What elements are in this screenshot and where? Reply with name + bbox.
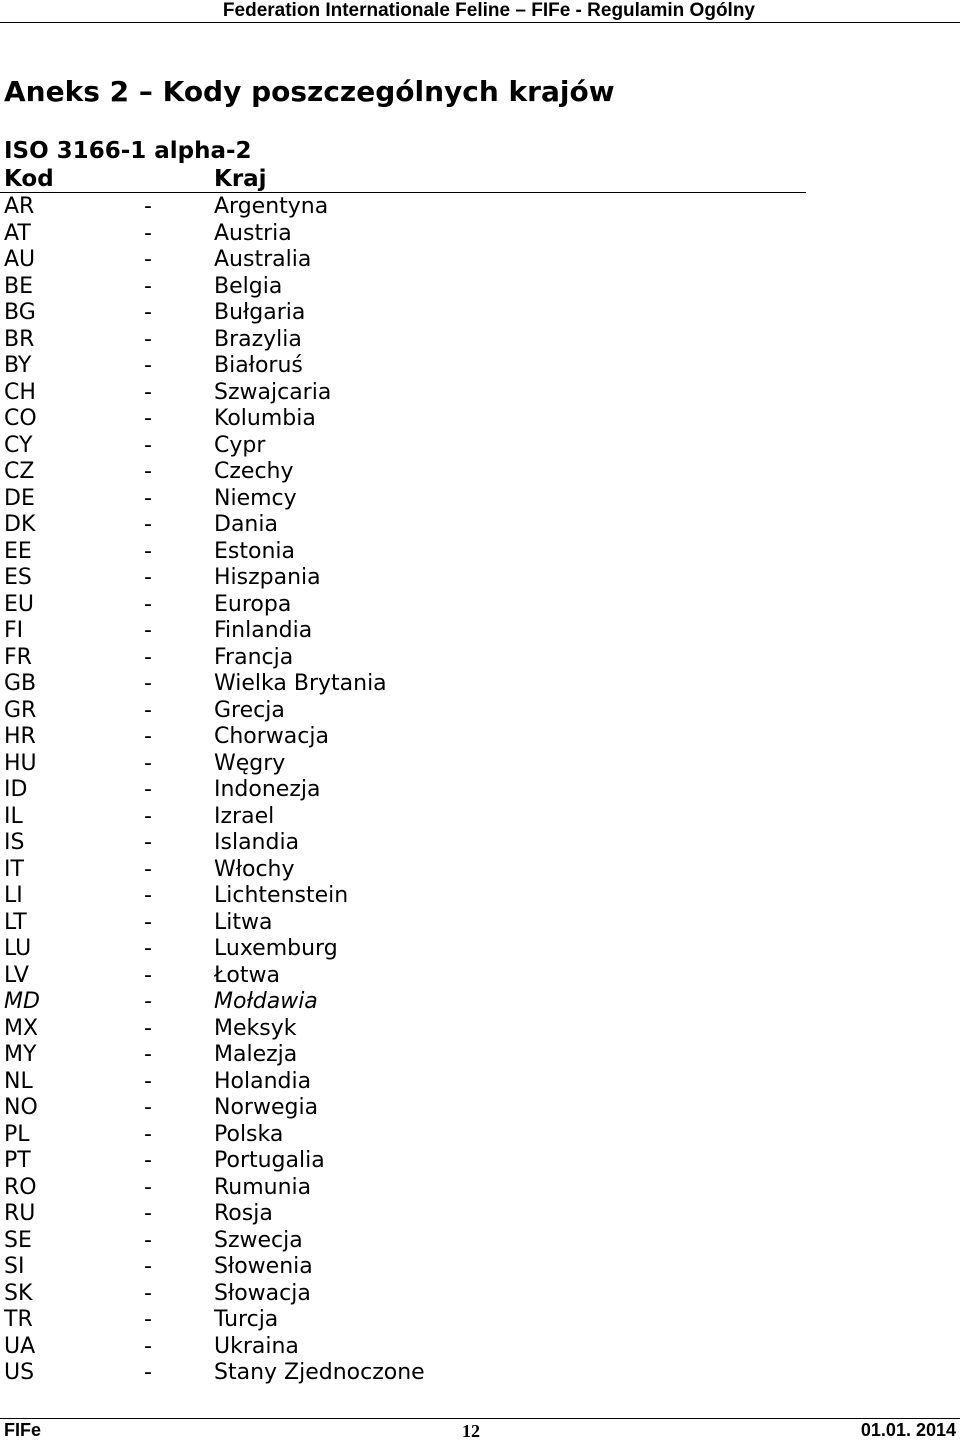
country-name: Niemcy	[214, 485, 297, 511]
separator-dash: -	[144, 1254, 152, 1279]
table-row	[0, 406, 960, 433]
table-row	[0, 274, 960, 301]
table-row	[0, 1016, 960, 1043]
country-name: Europa	[214, 591, 292, 617]
country-name: Szwecja	[214, 1227, 303, 1253]
country-code: GR	[4, 697, 37, 723]
table-row	[0, 1360, 960, 1387]
separator-dash: -	[144, 512, 152, 537]
country-name: Portugalia	[214, 1148, 325, 1173]
separator-dash: -	[144, 697, 152, 723]
country-name: Malezja	[214, 1042, 298, 1067]
separator-dash: -	[144, 1121, 152, 1147]
country-code: FR	[4, 644, 32, 670]
separator-dash: -	[144, 936, 152, 961]
table-row	[0, 353, 960, 380]
country-name: Norwegia	[214, 1095, 319, 1120]
standard-label: ISO 3166-1 alpha-2	[4, 138, 252, 164]
separator-dash: -	[144, 1307, 152, 1332]
separator-dash: -	[144, 777, 152, 802]
header-title: Federation Internationale Feline – FIFe - Regulamin Ogólny	[222, 0, 755, 21]
separator-dash: -	[144, 247, 152, 272]
table-row	[0, 830, 960, 857]
country-name: Chorwacja	[214, 724, 329, 749]
table-row	[0, 1095, 960, 1122]
country-name: Australia	[214, 247, 312, 272]
table-row	[0, 936, 960, 963]
country-code: PT	[4, 1148, 31, 1173]
country-code: NO	[4, 1095, 38, 1120]
separator-dash: -	[144, 194, 152, 219]
country-name: Belgia	[214, 273, 283, 299]
separator-dash: -	[144, 724, 152, 749]
country-name: Białoruś	[214, 353, 303, 378]
footer-organization: FIFe	[4, 1420, 42, 1440]
country-code: DK	[4, 512, 36, 537]
page-header	[0, 0, 960, 24]
table-row	[0, 221, 960, 248]
country-name: Litwa	[214, 909, 273, 935]
country-name: Indonezja	[214, 777, 321, 802]
country-name: Polska	[214, 1121, 284, 1147]
country-name: Węgry	[214, 750, 286, 776]
country-code: CZ	[4, 459, 35, 484]
country-name: Hiszpania	[214, 565, 321, 590]
country-column-header: Kraj	[214, 166, 267, 192]
country-name: Izrael	[214, 803, 275, 829]
table-row	[0, 857, 960, 884]
table-row	[0, 671, 960, 698]
table-row	[0, 1069, 960, 1096]
table-row	[0, 194, 960, 221]
country-name: Bułgaria	[214, 300, 306, 325]
country-code: EU	[4, 591, 35, 617]
separator-dash: -	[144, 909, 152, 935]
country-name: Szwajcaria	[214, 379, 332, 405]
country-code: SK	[4, 1280, 33, 1306]
table-row	[0, 592, 960, 619]
table-row	[0, 618, 960, 645]
separator-dash: -	[144, 962, 152, 988]
table-row	[0, 512, 960, 539]
separator-dash: -	[144, 485, 152, 511]
separator-dash: -	[144, 856, 152, 882]
separator-dash: -	[144, 459, 152, 484]
country-code: SE	[4, 1227, 32, 1253]
table-row	[0, 486, 960, 513]
country-name: Meksyk	[214, 1015, 297, 1041]
country-code: GB	[4, 671, 37, 696]
separator-dash: -	[144, 220, 152, 246]
table-row	[0, 910, 960, 937]
separator-dash: -	[144, 803, 152, 829]
country-name: Stany Zjednoczone	[214, 1360, 425, 1385]
table-row	[0, 327, 960, 354]
country-code: RO	[4, 1174, 37, 1200]
annex-title: Aneks 2 – Kody poszczególnych krajów	[4, 75, 615, 108]
country-name: Dania	[214, 512, 278, 537]
country-code: LV	[4, 962, 29, 988]
separator-dash: -	[144, 273, 152, 299]
table-row	[0, 963, 960, 990]
separator-dash: -	[144, 300, 152, 325]
table-row	[0, 1122, 960, 1149]
country-code: BG	[4, 300, 36, 325]
country-code: MY	[4, 1042, 37, 1067]
country-code: HR	[4, 724, 36, 749]
page-number: 12	[462, 1421, 480, 1441]
country-name: Słowacja	[214, 1280, 311, 1306]
country-code: EE	[4, 538, 32, 564]
separator-dash: -	[144, 406, 152, 431]
footer-date: 01.01. 2014	[860, 1420, 956, 1440]
table-row	[0, 1307, 960, 1334]
table-row	[0, 565, 960, 592]
country-code: CO	[4, 406, 37, 431]
separator-dash: -	[144, 883, 152, 908]
table-row	[0, 1228, 960, 1255]
table-row	[0, 989, 960, 1016]
country-code: AU	[4, 247, 36, 272]
table-row	[0, 1175, 960, 1202]
separator-dash: -	[144, 1360, 152, 1385]
table-header	[0, 166, 806, 193]
country-name: Kolumbia	[214, 406, 316, 431]
country-code: LT	[4, 909, 27, 935]
country-name: Holandia	[214, 1068, 312, 1094]
country-code: DE	[4, 485, 35, 511]
country-code: IT	[4, 856, 24, 882]
country-name: Luxemburg	[214, 936, 338, 961]
separator-dash: -	[144, 671, 152, 696]
table-row	[0, 1042, 960, 1069]
country-code: PL	[4, 1121, 30, 1147]
table-row	[0, 1281, 960, 1308]
country-code: AT	[4, 220, 31, 246]
separator-dash: -	[144, 618, 152, 643]
country-name: Słowenia	[214, 1254, 313, 1279]
country-code: UA	[4, 1333, 36, 1359]
country-name: Rosja	[214, 1201, 273, 1226]
country-name: Grecja	[214, 697, 285, 723]
country-code: FI	[4, 618, 24, 643]
table-row	[0, 645, 960, 672]
country-code: LU	[4, 936, 32, 961]
separator-dash: -	[144, 1333, 152, 1359]
table-row	[0, 459, 960, 486]
country-code: BR	[4, 326, 35, 352]
country-code: TR	[4, 1307, 33, 1332]
country-name: Estonia	[214, 538, 295, 564]
country-code: ES	[4, 565, 32, 590]
country-name: Rumunia	[214, 1174, 312, 1200]
table-row	[0, 247, 960, 274]
country-name: Łotwa	[214, 962, 280, 988]
separator-dash: -	[144, 989, 152, 1014]
country-code: SI	[4, 1254, 25, 1279]
table-row	[0, 804, 960, 831]
country-name: Ukraina	[214, 1333, 299, 1359]
table-row	[0, 777, 960, 804]
separator-dash: -	[144, 326, 152, 352]
table-row	[0, 883, 960, 910]
country-name: Włochy	[214, 856, 295, 882]
table-row	[0, 433, 960, 460]
separator-dash: -	[144, 1042, 152, 1067]
country-name: Austria	[214, 220, 292, 246]
separator-dash: -	[144, 1068, 152, 1094]
table-row	[0, 539, 960, 566]
country-code: BE	[4, 273, 33, 299]
header-rule	[0, 22, 960, 23]
table-row	[0, 698, 960, 725]
country-code-list	[0, 194, 960, 1387]
table-row	[0, 724, 960, 751]
code-column-header: Kod	[4, 166, 54, 192]
country-name: Argentyna	[214, 194, 329, 219]
country-code: NL	[4, 1068, 33, 1094]
country-name: Wielka Brytania	[214, 671, 387, 696]
country-name: Islandia	[214, 830, 300, 855]
country-name: Cypr	[214, 432, 266, 458]
country-code: BY	[4, 353, 32, 378]
separator-dash: -	[144, 644, 152, 670]
country-name: Turcja	[214, 1307, 279, 1332]
country-name: Lichtenstein	[214, 883, 349, 908]
country-name: Mołdawia	[214, 989, 318, 1014]
footer-rule	[0, 1418, 960, 1419]
separator-dash: -	[144, 591, 152, 617]
country-code: LI	[4, 883, 23, 908]
country-code: US	[4, 1360, 35, 1385]
separator-dash: -	[144, 353, 152, 378]
country-name: Francja	[214, 644, 294, 670]
country-code: AR	[4, 194, 35, 219]
table-row	[0, 1201, 960, 1228]
separator-dash: -	[144, 432, 152, 458]
table-row	[0, 1254, 960, 1281]
separator-dash: -	[144, 565, 152, 590]
country-code: IS	[4, 830, 25, 855]
country-code: CH	[4, 379, 36, 405]
country-code: MD	[4, 989, 40, 1014]
country-name: Czechy	[214, 459, 294, 484]
country-code: ID	[4, 777, 28, 802]
country-code: CY	[4, 432, 33, 458]
separator-dash: -	[144, 1174, 152, 1200]
separator-dash: -	[144, 379, 152, 405]
country-name: Brazylia	[214, 326, 302, 352]
separator-dash: -	[144, 1280, 152, 1306]
separator-dash: -	[144, 538, 152, 564]
country-code: HU	[4, 750, 37, 776]
country-code: RU	[4, 1201, 36, 1226]
country-name: Finlandia	[214, 618, 313, 643]
separator-dash: -	[144, 750, 152, 776]
separator-dash: -	[144, 1148, 152, 1173]
separator-dash: -	[144, 1015, 152, 1041]
table-row	[0, 751, 960, 778]
table-row	[0, 1334, 960, 1361]
separator-dash: -	[144, 1095, 152, 1120]
country-code: MX	[4, 1015, 39, 1041]
table-row	[0, 380, 960, 407]
separator-dash: -	[144, 1227, 152, 1253]
separator-dash: -	[144, 830, 152, 855]
separator-dash: -	[144, 1201, 152, 1226]
country-code: IL	[4, 803, 23, 829]
table-row	[0, 1148, 960, 1175]
table-row	[0, 300, 960, 327]
